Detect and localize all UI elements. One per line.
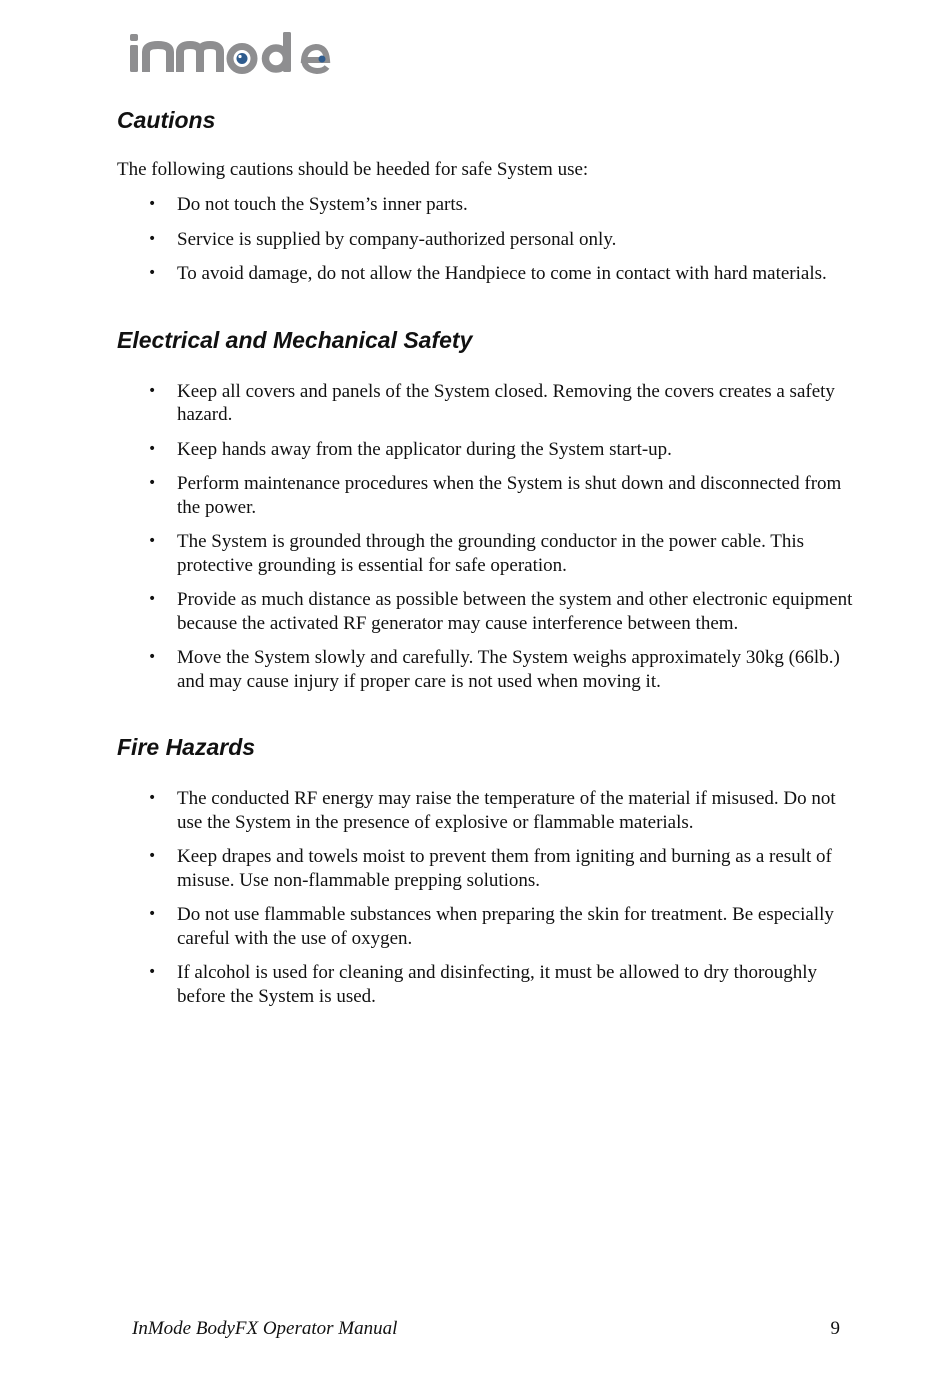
bullet-icon: •	[148, 649, 157, 665]
list-item-text: Keep all covers and panels of the System closed. Removing the covers creates a safety hazard.	[177, 380, 835, 425]
list-item	[117, 193, 857, 217]
bullet-list	[117, 193, 857, 286]
bullet-icon: •	[148, 964, 157, 980]
section-intro: The following cautions should be heeded for safe System use:	[117, 159, 589, 180]
bullet-icon: •	[148, 906, 157, 922]
list-item	[117, 262, 857, 286]
section-heading: Cautions	[117, 107, 216, 133]
list-item-text: Service is supplied by company-authorized personal only.	[177, 228, 617, 250]
list-item	[117, 646, 857, 693]
list-item-text: Provide as much distance as possible between the system and other electronic equipment because the activated RF generator may cause interference between them.	[177, 589, 853, 634]
list-item	[117, 472, 857, 519]
page-number: 9	[830, 1318, 840, 1339]
section-fire-hazards	[117, 731, 857, 1008]
list-item	[117, 961, 857, 1008]
list-item-text: The conducted RF energy may raise the temperature of the material if misused. Do not use the System in the presence of explosive or flammable materials.	[177, 788, 836, 833]
list-item	[117, 845, 857, 892]
bullet-icon: •	[148, 265, 157, 281]
list-item-text: Keep hands away from the applicator during the System start-up.	[177, 438, 672, 460]
bullet-icon: •	[148, 533, 157, 549]
list-item	[117, 530, 857, 577]
inmode-logo	[128, 30, 333, 76]
list-item-text: Do not touch the System’s inner parts.	[177, 194, 468, 215]
list-item	[117, 438, 857, 462]
section-cautions	[117, 104, 857, 286]
page-content	[117, 104, 857, 1008]
list-item-text: The System is grounded through the grounding conductor in the power cable. This protective grounding is essential for safe operation.	[177, 531, 805, 576]
list-item-text: If alcohol is used for cleaning and disinfecting, it must be allowed to dry thoroughly before the System is used.	[177, 962, 818, 1007]
list-item-text: Move the System slowly and carefully. The System weighs approximately 30kg (66lb.) and may cause injury if proper care is not used when moving it.	[177, 647, 840, 692]
section-electrical-mechanical-safety	[117, 324, 857, 694]
bullet-list	[117, 380, 857, 694]
bullet-icon: •	[148, 475, 157, 491]
list-item-text: Keep drapes and towels moist to prevent them from igniting and burning as a result of misuse. Use non-flammable prepping solutions.	[177, 846, 832, 891]
bullet-icon: •	[148, 196, 157, 212]
section-heading: Electrical and Mechanical Safety	[117, 326, 473, 353]
list-item-text: Perform maintenance procedures when the System is shut down and disconnected from the power.	[177, 473, 842, 518]
bullet-icon: •	[148, 382, 157, 399]
list-item	[117, 903, 857, 950]
bullet-icon: •	[148, 848, 157, 864]
list-item-text: Do not use flammable substances when preparing the skin for treatment. Be especially careful with the use of oxygen.	[177, 904, 834, 949]
page-footer	[132, 1318, 840, 1344]
section-heading: Fire Hazards	[117, 734, 256, 760]
bullet-icon: •	[148, 591, 157, 607]
list-item	[117, 588, 857, 635]
bullet-icon: •	[148, 230, 157, 247]
list-item-text: To avoid damage, do not allow the Handpiece to come in contact with hard materials.	[177, 263, 827, 284]
bullet-list	[117, 787, 857, 1008]
footer-manual-title: InMode BodyFX Operator Manual	[132, 1318, 398, 1339]
list-item	[117, 787, 857, 834]
bullet-icon: •	[148, 440, 157, 457]
list-item	[117, 380, 857, 427]
bullet-icon: •	[148, 790, 157, 806]
list-item	[117, 228, 857, 252]
